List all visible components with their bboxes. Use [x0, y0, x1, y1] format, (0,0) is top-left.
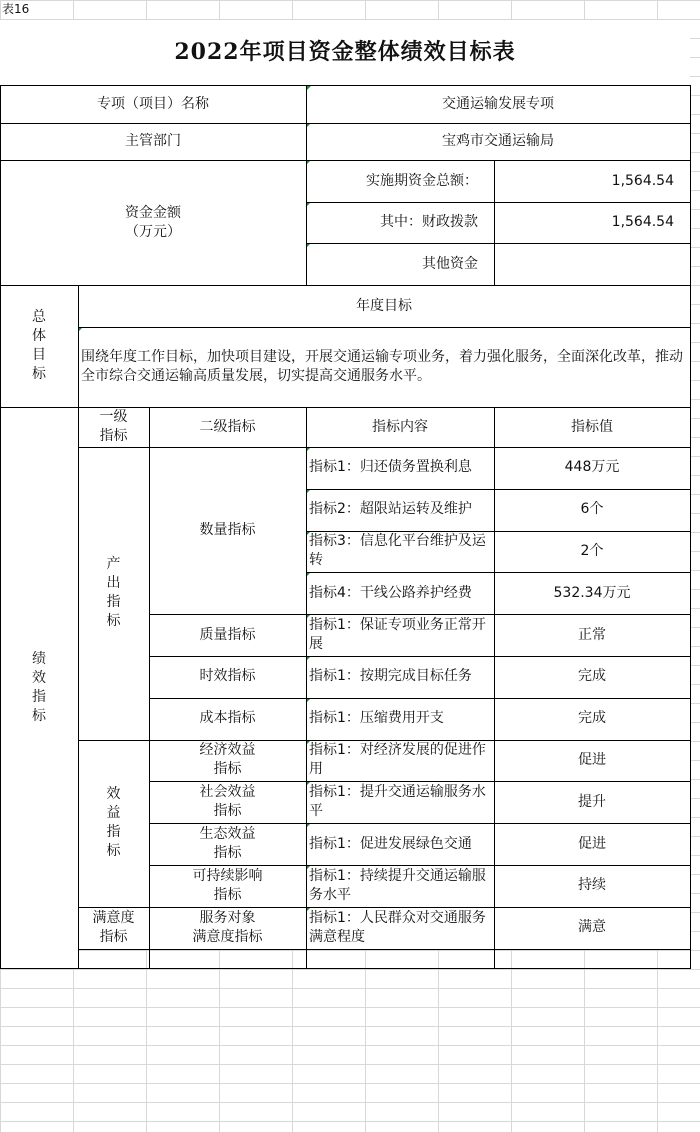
grid-line	[306, 531, 691, 532]
level2-indicator-text: 数量指标	[199, 522, 256, 539]
level2-indicator-text: 可持续影响 指标	[192, 867, 263, 903]
level2-indicator-text: 社会效益 指标	[199, 784, 256, 820]
level1-indicator-text: 满意度 指标	[92, 909, 135, 945]
funds-row-value	[494, 160, 690, 202]
project-name-label-text: 专项（项目）名称	[97, 96, 209, 112]
annual-goal-header-text: 年度目标	[356, 297, 412, 314]
funds-label-text: 资金金额 （万元）	[125, 204, 181, 240]
indicator-content-text: 指标1：人民群众对交通服务满意程度	[309, 909, 486, 945]
indicator-value	[494, 614, 690, 656]
funds-label	[0, 160, 306, 285]
level2-indicator-text: 服务对象 满意度指标	[192, 909, 263, 945]
level2-indicator	[149, 865, 306, 907]
grid-line	[78, 285, 79, 969]
funds-row-value	[494, 202, 690, 243]
department-value-text: 宝鸡市交通运输局	[442, 133, 554, 149]
indicator-content-text: 指标1：持续提升交通运输服务水平	[309, 867, 486, 903]
indicator-value	[494, 489, 690, 531]
sheet-label: 表16	[2, 2, 30, 16]
indicator-value	[494, 656, 690, 698]
grid-line	[306, 949, 691, 950]
indicator-content	[306, 823, 494, 865]
indicator-value	[494, 865, 690, 907]
page-title	[0, 20, 690, 85]
indicator-value-text: 完成	[578, 668, 606, 685]
header-value-text: 指标值	[571, 418, 613, 435]
indicator-content	[306, 740, 494, 782]
grid-line	[0, 285, 691, 286]
grid-line	[149, 865, 307, 866]
indicator-value	[494, 698, 690, 740]
level2-indicator	[149, 781, 306, 823]
header-content-text: 指标内容	[372, 418, 428, 435]
grid-line	[0, 160, 691, 161]
indicator-content-text: 指标1：按期完成目标任务	[309, 668, 472, 685]
funds-row-label	[306, 243, 494, 285]
indicator-content	[306, 614, 494, 656]
grid-line	[149, 407, 150, 969]
indicator-value-text: 提升	[578, 793, 606, 810]
indicator-content	[306, 907, 494, 949]
header-level2-text: 二级指标	[199, 418, 256, 435]
grid-line	[149, 907, 307, 908]
grid-line	[0, 85, 1, 969]
grid-line	[0, 85, 691, 86]
department-label-text: 主管部门	[125, 133, 181, 149]
indicator-value	[494, 823, 690, 865]
indicator-content-text: 指标1：对经济发展的促进作用	[309, 742, 486, 778]
grid-line	[306, 823, 691, 824]
indicator-content	[306, 489, 494, 531]
indicator-value	[494, 531, 690, 573]
grid-line	[306, 656, 691, 657]
grid-line	[306, 202, 691, 203]
department-label	[0, 123, 306, 160]
level2-indicator	[149, 740, 306, 782]
grid-line	[306, 907, 691, 908]
grid-line	[306, 865, 691, 866]
grid-line	[306, 489, 691, 490]
indicator-value-text: 持续	[578, 877, 606, 894]
indicator-value-text: 促进	[578, 835, 606, 852]
project-name-label	[0, 86, 306, 123]
annual-goal-text	[78, 327, 690, 407]
grid-line	[149, 698, 307, 699]
indicator-content	[306, 531, 494, 573]
header-value	[494, 407, 690, 447]
funds-row-label	[306, 160, 494, 202]
grid-line	[306, 614, 691, 615]
grid-line	[306, 572, 691, 573]
level2-indicator-text: 质量指标	[199, 626, 256, 643]
grid-line	[78, 907, 150, 908]
indicator-value	[494, 447, 690, 489]
indicator-value-text: 2个	[580, 542, 604, 559]
grid-line	[78, 447, 691, 448]
grid-line	[0, 968, 691, 969]
grid-line	[149, 949, 307, 950]
funds-row-value-text: 1,564.54	[611, 214, 674, 230]
grid-line	[149, 740, 307, 741]
header-level2	[149, 407, 306, 447]
level2-indicator	[149, 614, 306, 656]
indicator-content-text: 指标1：归还债务置换利息	[309, 459, 472, 476]
level2-indicator	[149, 907, 306, 949]
indicator-content-text: 指标4：干线公路养护经费	[309, 584, 472, 601]
grid-line	[494, 160, 495, 286]
level1-indicator-text: 产 出 指 标	[106, 556, 121, 630]
funds-row-value-text: 1,564.54	[611, 172, 674, 189]
indicator-value	[494, 740, 690, 782]
funds-row-value	[494, 243, 690, 285]
indicator-content-text: 指标1：促进发展绿色交通	[309, 835, 472, 852]
grid-line	[494, 407, 495, 969]
indicator-content	[306, 698, 494, 740]
grid-line	[690, 85, 691, 969]
grid-line	[0, 407, 691, 408]
indicator-content-text: 指标3：信息化平台维护及运转	[309, 533, 486, 569]
indicator-value	[494, 572, 690, 614]
level2-indicator	[149, 656, 306, 698]
department-value	[306, 123, 690, 160]
indicator-content	[306, 572, 494, 614]
indicator-value-text: 正常	[578, 626, 606, 643]
level2-indicator-text: 时效指标	[199, 668, 256, 685]
indicator-content	[306, 865, 494, 907]
indicator-value-text: 满意	[578, 919, 606, 936]
indicator-value-text: 6个	[580, 501, 604, 518]
funds-row-label	[306, 202, 494, 243]
level2-indicator-text: 生态效益 指标	[199, 826, 256, 862]
level2-indicator	[149, 447, 306, 614]
overall-goal-label-text: 总 体 目 标	[32, 309, 46, 382]
indicator-value-text: 532.34万元	[553, 584, 631, 601]
level2-indicator-text: 经济效益 指标	[199, 742, 256, 778]
performance-label-text: 绩 效 指 标	[32, 650, 46, 724]
indicator-content	[306, 447, 494, 489]
grid-line	[306, 407, 307, 969]
indicator-value-text: 促进	[578, 751, 606, 768]
grid-line	[306, 781, 691, 782]
level1-indicator	[78, 740, 149, 907]
level2-indicator	[149, 823, 306, 865]
project-name-value-text: 交通运输发展专项	[442, 96, 554, 112]
level1-indicator	[78, 447, 149, 740]
indicator-content-text: 指标1：压缩费用开支	[309, 710, 444, 727]
page-title-text: 2022年项目资金整体绩效目标表	[174, 39, 516, 65]
grid-line	[306, 698, 691, 699]
grid-line	[149, 823, 307, 824]
indicator-content-text: 指标1：保证专项业务正常开展	[309, 617, 486, 653]
header-level1-text: 一级 指标	[99, 409, 128, 444]
indicator-value-text: 448万元	[564, 459, 620, 476]
project-name-value	[306, 86, 690, 123]
indicator-content-text: 指标2：超限站运转及维护	[309, 501, 472, 518]
level2-indicator-text: 成本指标	[199, 710, 256, 727]
level2-indicator	[149, 698, 306, 740]
grid-line	[306, 85, 307, 286]
funds-row-label-text: 其他资金	[422, 255, 478, 272]
header-content	[306, 407, 494, 447]
grid-line	[78, 740, 150, 741]
annual-goal-header	[78, 285, 690, 327]
indicator-value	[494, 781, 690, 823]
grid-line	[78, 949, 150, 950]
indicator-content	[306, 781, 494, 823]
level1-indicator-text: 效 益 指 标	[106, 786, 121, 860]
indicator-content	[306, 656, 494, 698]
funds-row-label-text: 实施期资金总额：	[366, 172, 478, 189]
grid-line	[149, 781, 307, 782]
annual-goal-text-text: 围绕年度工作目标，加快项目建设，开展交通运输专项业务，着力强化服务，全面深化改革，推动全市综合交通运输高质量发展，切实提高交通服务水平。	[81, 349, 683, 384]
grid-line	[149, 614, 307, 615]
grid-line	[306, 243, 691, 244]
funds-row-label-text: 其中：财政拨款	[380, 214, 478, 230]
indicator-value	[494, 907, 690, 949]
indicator-content-text: 指标1：提升交通运输服务水平	[309, 784, 486, 820]
indicator-value-text: 完成	[578, 710, 606, 727]
grid-line	[306, 740, 691, 741]
grid-line	[0, 123, 691, 124]
overall-goal-label	[0, 285, 78, 407]
grid-line	[78, 327, 691, 328]
header-level1	[78, 407, 149, 447]
grid-line	[149, 656, 307, 657]
level1-indicator	[78, 907, 149, 949]
performance-label	[0, 407, 78, 968]
